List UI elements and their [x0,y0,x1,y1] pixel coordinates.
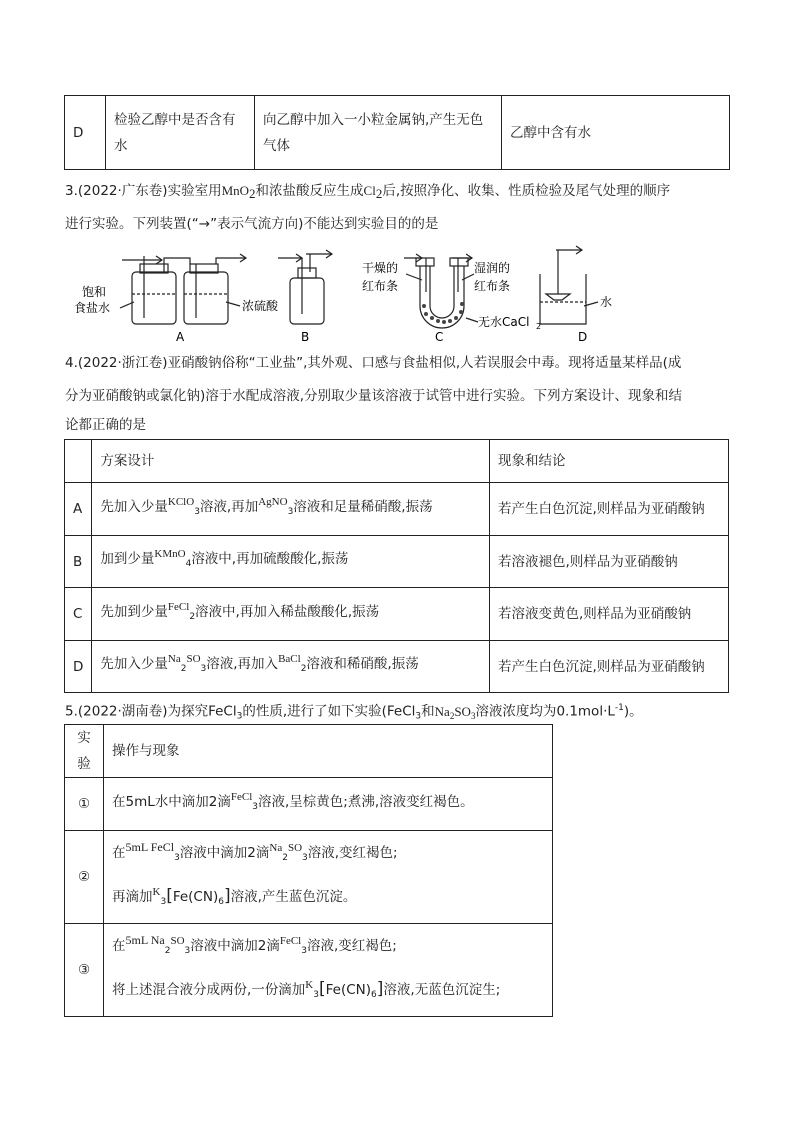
q5-table: 实验 操作与现象 ① 在5mL水中滴加2滴$^{FeCl}_3$溶液,呈棕黄色;煮沸,溶液变红褐色。 ② 在5mL FeCl$_3$溶液中滴加2滴$^{Na}_2^{SO}_3$溶液,变红褐色; 再滴加$^K_3[Fe(CN)_6]$溶液,产生蓝色沉淀。 ③ 在5mL $Na_2^{SO}_3$溶液中滴加2滴$^{FeCl}_3$溶液,变红褐色; 将上述混合液分成两份,一份滴加$^K_3[Fe(CN)_6]$溶液,无蓝色沉淀生; [64,724,553,1017]
row-label: D [65,96,106,170]
q4-line2: 分为亚硝酸钠或氯化钠)溶于水配成溶液,分别取少量该溶液于试管中进行实验。下列方案设计、现象和结 [65,388,683,404]
svg-text:D: D [578,330,588,344]
q2-table-tail [64,95,730,170]
q5-row-3: ③ 在5mL $Na_2^{SO}_3$溶液中滴加2滴$^{FeCl}_3$溶液,变红褐色; 将上述混合液分成两份,一份滴加$^K_3[Fe(CN)_6]$溶液,无蓝色沉淀生; [65,924,553,1017]
svg-text:红布条: 红布条 [474,279,511,293]
svg-text:C: C [435,330,444,344]
q4-row-c: C 先加到少量$^{FeCl}_2$溶液中,再加入稀盐酸酸化,振荡 若溶液变黄色,则样品为亚硝酸钠 [65,588,729,641]
label-brine: 食盐水 [74,301,111,315]
svg-text:2: 2 [536,322,542,331]
svg-text:干燥的: 干燥的 [362,261,399,275]
svg-text:红布条: 红布条 [362,279,399,293]
q5-line1: 5.(2022·湖南卷)为探究FeCl$_3$的性质,进行了如下实验(FeCl$_3$和$Na_2SO_3$溶液浓度均为$0.1mol\cdot L^{-1}$)。 [65,703,643,722]
svg-text:B: B [301,330,310,344]
q4-row-b: B 加到少量$^{KMnO}_4$溶液中,再加硫酸酸化,振荡 若溶液褪色,则样品为亚硝酸钠 [65,536,729,588]
svg-text:A: A [176,330,185,344]
q5-row-2: ② 在5mL FeCl$_3$溶液中滴加2滴$^{Na}_2^{SO}_3$溶液,变红褐色; 再滴加$^K_3[Fe(CN)_6]$溶液,产生蓝色沉淀。 [65,831,553,924]
purpose-cell: 检验乙醇中是否含有水 [106,96,255,170]
q4-row-d: D 先加入少量$^{Na}_2^{SO}_3$溶液,再加入$^{BaCl}_2$溶液和稀硝酸,振荡 若产生白色沉淀,则样品为亚硝酸钠 [65,641,729,693]
svg-text:水: 水 [600,295,613,309]
label-h2so4: 浓硫酸 [242,299,279,313]
q3-line2: 进行实验。下列装置(“→”表示气流方向)不能达到实验目的的是 [65,216,439,232]
q4-line1: 4.(2022·浙江卷)亚硝酸钠俗称“工业盐”,其外观、口感与食盐相似,人若误服会中毒。现将适量某样品(成 [65,355,682,371]
svg-text:无水CaCl: 无水CaCl [478,315,530,329]
q4-table: 方案设计 现象和结论 A 先加入少量$^{KClO}_3$溶液,再加$^{AgNO}_3$溶液和足量稀硝酸,振荡 若产生白色沉淀,则样品为亚硝酸钠 B 加到少量$^{KMnO}_4$溶液中,再加硫酸酸化,振荡 若溶液褪色,则样品为亚硝酸钠 C 先加到少量$^{FeCl}_2$溶液中,再加入稀盐酸酸化,振荡 若溶液变黄色,则样品为亚硝酸钠 D 先加入少量$^{Na}_2^{SO}_3$溶液,再加入$^{BaCl}_2$溶液和稀硝酸,振荡 若产生白色沉淀,则样品为亚硝酸钠 [64,439,729,693]
q5-row-1: ① 在5mL水中滴加2滴$^{FeCl}_3$溶液,呈棕黄色;煮沸,溶液变红褐色。 [65,778,553,831]
apparatus-figure [70,244,670,346]
conclusion-cell: 乙醇中含有水 [502,96,730,170]
svg-text:湿润的: 湿润的 [474,261,511,275]
q3-line1: 3.(2022·广东卷)实验室用MnO$_2$和浓盐酸反应生成$Cl_2$后,按照净化、收集、性质检验及尾气处理的顺序 [65,183,671,201]
method-cell: 向乙醇中加入一小粒金属钠,产生无色气体 [255,96,502,170]
q4-line3: 论都正确的是 [65,417,146,433]
label-saturated: 饱和 [82,285,107,299]
q4-row-a: A 先加入少量$^{KClO}_3$溶液,再加$^{AgNO}_3$溶液和足量稀硝酸,振荡 若产生白色沉淀,则样品为亚硝酸钠 [65,483,729,536]
